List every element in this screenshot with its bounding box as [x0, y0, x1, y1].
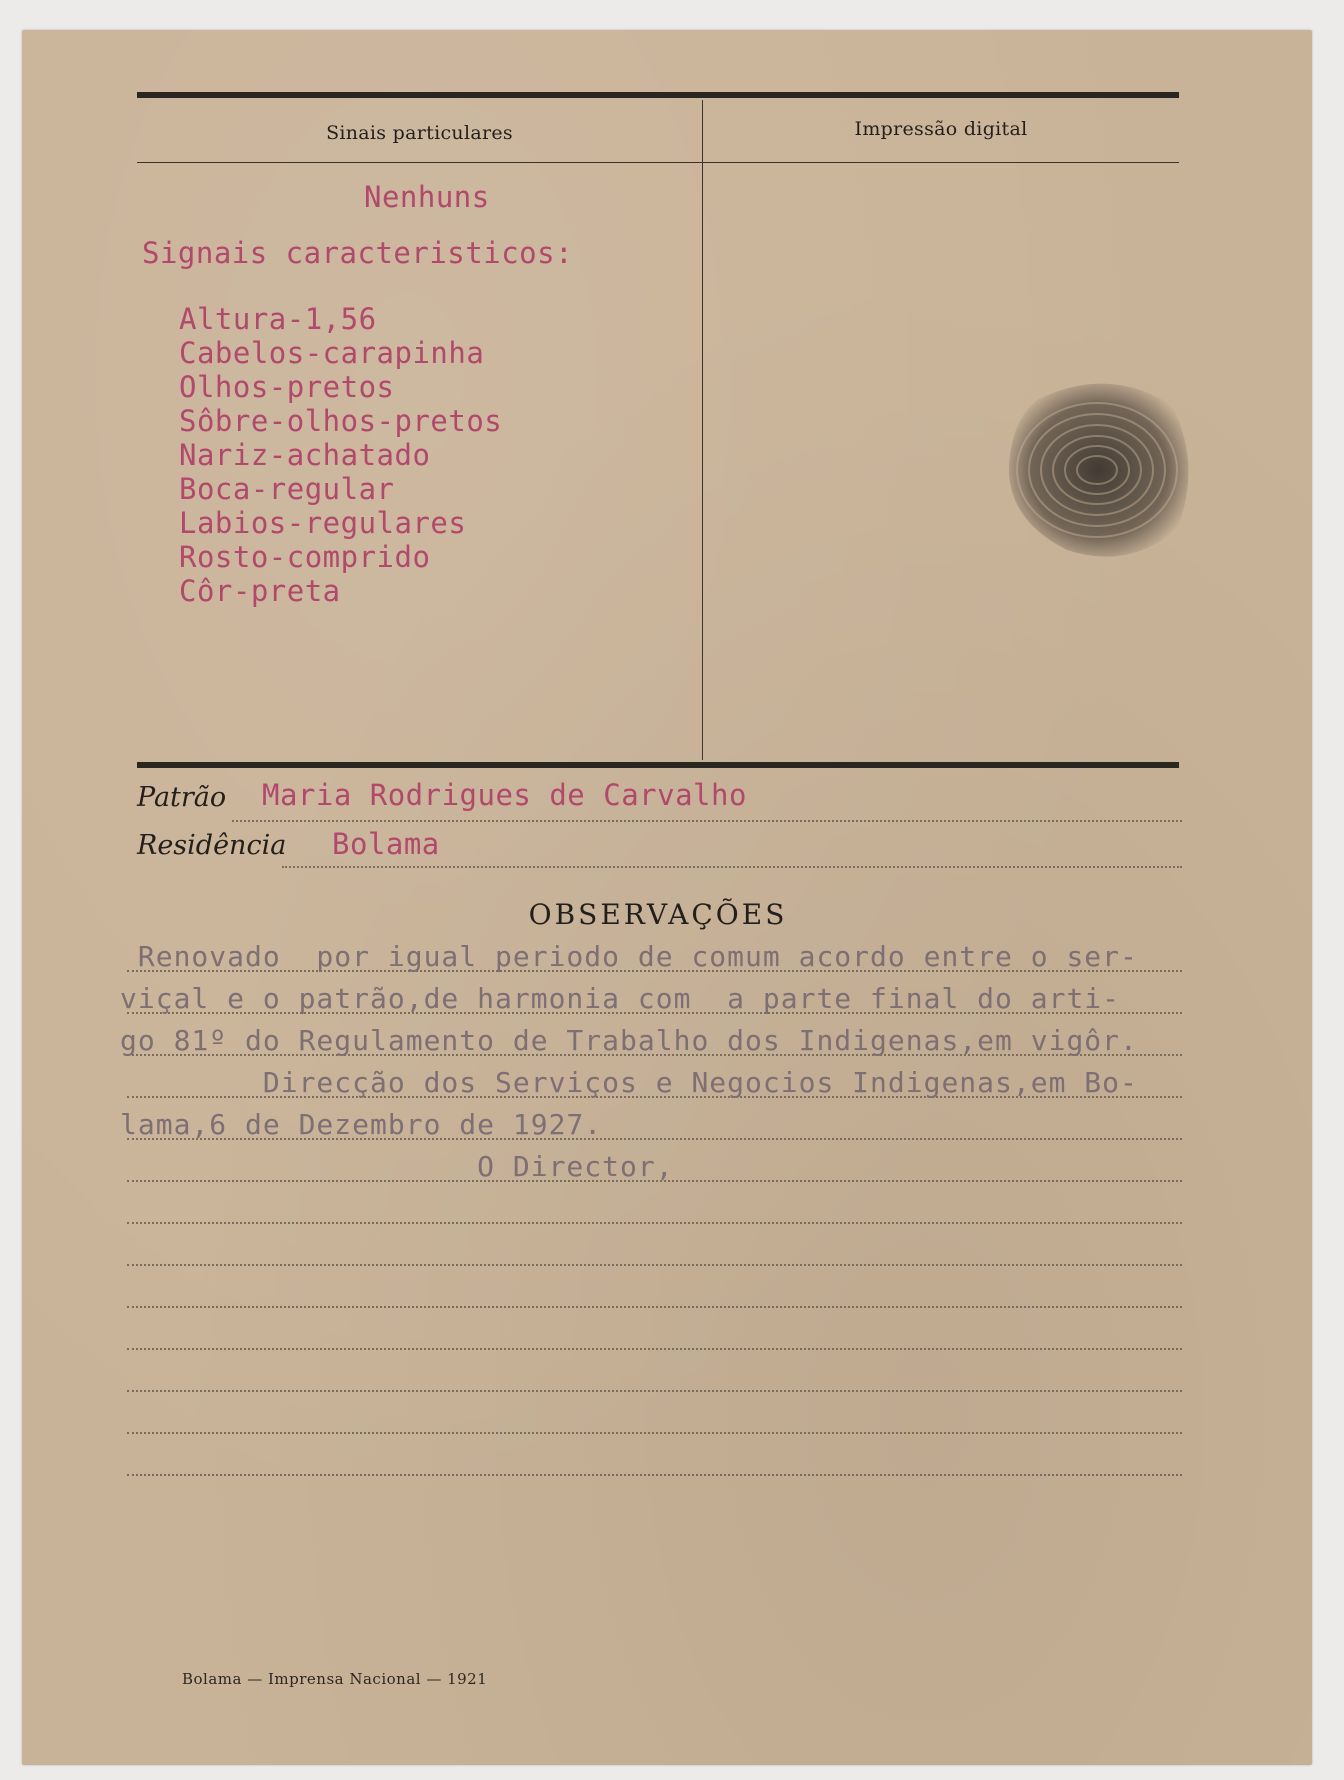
sinais-particulares-header: Sinais particulares [326, 122, 513, 144]
patrao-value: Maria Rodrigues de Carvalho [262, 778, 747, 812]
patrao-dotted-line [232, 820, 1182, 822]
table-header-rule [137, 162, 1179, 163]
residencia-dotted-line [282, 866, 1182, 868]
obs-line-7 [127, 1222, 1182, 1224]
residencia-value: Bolama [332, 827, 440, 861]
obs-line-8 [127, 1264, 1182, 1266]
obs-line-13 [127, 1474, 1182, 1476]
observation-line: O Director, [120, 1150, 674, 1183]
residencia-label: Residência [137, 830, 287, 861]
signais-title: Signais caracteristicos: [142, 236, 574, 270]
observations-text [120, 936, 1138, 1188]
patrao-label: Patrão [137, 782, 227, 813]
obs-line-11 [127, 1390, 1182, 1392]
list-item-cor: Côr-preta [179, 574, 341, 608]
observation-line: Direcção dos Serviços e Negocios Indigenas,em Bo- [120, 1066, 1138, 1099]
obs-line-10 [127, 1348, 1182, 1350]
list-item-sobre-olhos: Sôbre-olhos-pretos [179, 404, 503, 438]
table-column-divider [702, 100, 703, 760]
table-bottom-rule [137, 762, 1179, 768]
list-item-cabelos: Cabelos-carapinha [179, 336, 485, 370]
list-item-labios: Labios-regulares [179, 506, 467, 540]
list-item-boca: Boca-regular [179, 472, 395, 506]
fingerprint-icon [997, 370, 1207, 570]
table-top-rule [137, 92, 1179, 98]
document-sheet [22, 30, 1312, 1765]
observacoes-title: OBSERVAÇÕES [528, 898, 788, 931]
printer-imprint: Bolama — Imprensa Nacional — 1921 [182, 1670, 488, 1688]
list-item-altura: Altura-1,56 [179, 302, 377, 336]
particulars-value: Nenhuns [364, 180, 490, 214]
impressao-digital-header: Impressão digital [854, 118, 1028, 140]
observation-line: Renovado por igual periodo de comum acordo entre o ser- [120, 940, 1138, 973]
observation-line: go 81º do Regulamento de Trabalho dos Indigenas,em vigôr. [120, 1024, 1138, 1057]
observation-line: viçal e o patrão,de harmonia com a parte final do arti- [120, 982, 1121, 1015]
observation-line: lama,6 de Dezembro de 1927. [120, 1108, 603, 1141]
list-item-olhos: Olhos-pretos [179, 370, 395, 404]
obs-line-9 [127, 1306, 1182, 1308]
characteristics-list [179, 302, 502, 608]
list-item-rosto: Rosto-comprido [179, 540, 431, 574]
list-item-nariz: Nariz-achatado [179, 438, 431, 472]
obs-line-12 [127, 1432, 1182, 1434]
